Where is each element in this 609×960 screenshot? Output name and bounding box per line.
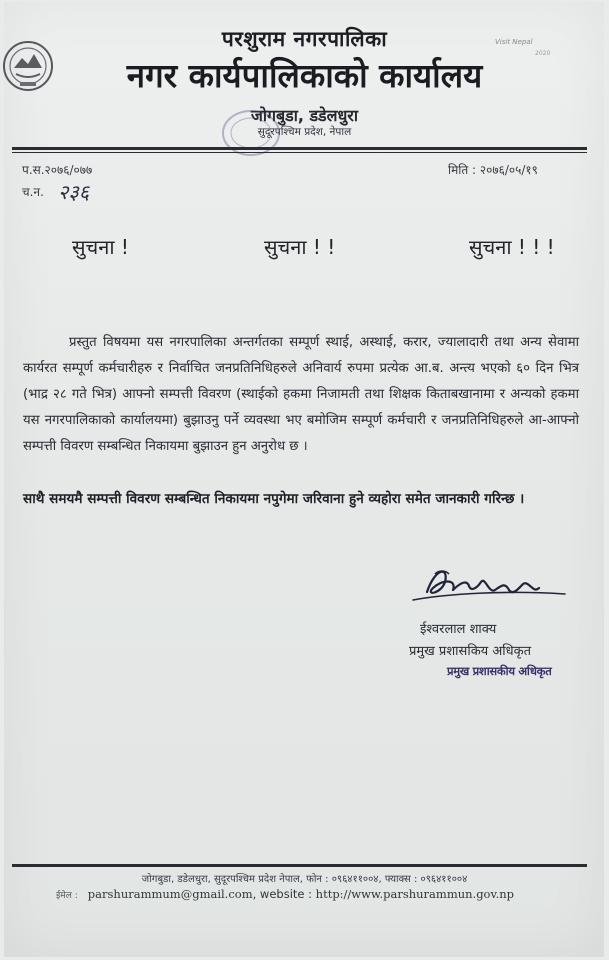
signer-title: प्रमुख प्रशासकिय अधिकृत (409, 644, 532, 659)
letter-paper (4, 2, 604, 957)
dispatch-number: २३६ (58, 180, 90, 204)
dispatch-label: च.न. (22, 185, 44, 199)
handwritten-signature (405, 560, 575, 612)
footer-contact (56, 887, 514, 901)
header-divider-thin (12, 152, 587, 153)
province-address: सुदूरपश्चिम प्रदेश, नेपाल (257, 126, 352, 138)
official-seal-stamp (220, 108, 282, 158)
signer-designation-stamp: प्रमुख प्रशासकीय अधिकृत (447, 664, 552, 678)
office-name: नगर कार्यपालिकाको कार्यालय (126, 56, 483, 95)
footer-address: जोगबुडा, डडेलधुरा, सुदूरपश्चिम प्रदेश नेपाल, फोन : ०९६४११००४, फ्याक्स : ०९६४११००४ (141, 874, 468, 885)
reference-number: प.स.२०७६/०७७ (22, 163, 93, 177)
website-link[interactable]: http://www.parshurammun.gov.np (315, 887, 515, 901)
email-label: ईमेल : (56, 891, 78, 901)
signer-name: ईश्वरलाल शाक्य (420, 622, 497, 637)
notice-body-bold: साथै समयमै सम्पत्ती विवरण सम्बन्धित निकायमा नपुगेमा जरिवाना हुने व्यहोरा समेत जानकारी गरिन्छ । (23, 491, 525, 507)
email-link[interactable]: parshurammum@gmail.com (87, 887, 253, 901)
town-address: जोगबुडा, डडेलधुरा (250, 106, 358, 125)
visit-nepal-year: 2020 (535, 50, 551, 57)
letter-date: मिति : २०७६/०५/१९ (448, 163, 538, 177)
notice-heading-1: सुचना ! (72, 235, 129, 259)
website-label: , website : (252, 887, 316, 901)
notice-heading-2: सुचना ! ! (264, 235, 336, 259)
org-name: परशुराम नगरपालिका (221, 27, 388, 51)
footer-divider (12, 864, 587, 867)
notice-body-paragraph: प्रस्तुत विषयमा यस नगरपालिका अन्तर्गतका सम्पूर्ण स्थाई, अस्थाई, करार, ज्यालादारी तथा अन्य सेवामा कार्यरत सम्पूर्ण कर्मचारीहरु र निर्वाचित जनप्रतिनिधिहरुले अनिवार्य रुपमा प्रत्येक आ.ब. अन्त्य भएको ६० दिन भित्र (भाद्र २८ गते भित्र) आफ्नो सम्पत्ती विवरण (स्थाईको हकमा निजामती तथा शिक्षक किताबखानामा र अन्यको हकमा यस नगरपालिकाको कार्यालयमा) बुझाउनु पर्ने व्यवस्था भए बमोजिम सम्पूर्ण कर्मचारी र जनप्रतिनिधिहरुले आ-आफ्नो सम्पत्ती विवरण सम्बन्धित निकायमा बुझाउन हुन अनुरोध छ । (23, 335, 579, 454)
visit-nepal-logo: Visit Nepal (495, 38, 533, 46)
header-divider (12, 147, 587, 150)
notice-heading-3: सुचना ! ! ! (469, 235, 555, 259)
